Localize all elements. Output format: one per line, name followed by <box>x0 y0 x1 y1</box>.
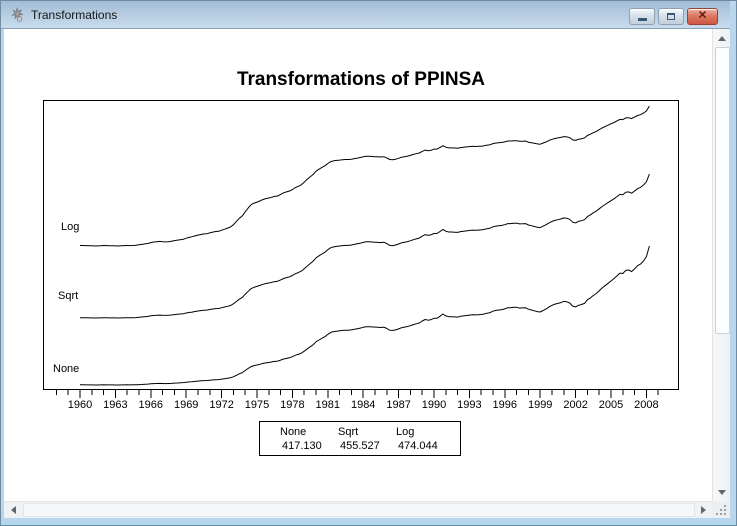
legend-value-sqrt: 455.527 <box>340 440 380 452</box>
x-tick-label: 1990 <box>421 399 447 411</box>
chart-area <box>4 29 712 501</box>
chart-title: Transformations of PPINSA <box>236 69 486 90</box>
window-title: Transformations <box>31 7 118 22</box>
vertical-scrollbar[interactable] <box>712 29 730 501</box>
legend-header-none: None <box>280 426 307 438</box>
x-tick-label: 1981 <box>315 399 341 411</box>
horizontal-scrollbar-thumb[interactable] <box>23 503 695 517</box>
legend-col-sqrt <box>338 425 396 455</box>
window-controls <box>629 8 718 25</box>
horizontal-scrollbar[interactable] <box>4 501 712 518</box>
arrow-right-icon <box>701 506 706 514</box>
legend-col-log <box>396 425 454 455</box>
app-icon <box>9 7 25 23</box>
arrow-left-icon <box>11 506 16 514</box>
titlebar[interactable] <box>1 1 736 29</box>
legend-header-log: Log <box>396 426 415 438</box>
series-label-log: Log <box>61 221 80 233</box>
x-tick-label: 1969 <box>173 399 199 411</box>
resize-grip-icon <box>712 501 730 518</box>
legend-col-none <box>280 425 338 455</box>
chart-canvas <box>43 100 703 435</box>
series-line-sqrt <box>80 174 649 318</box>
x-tick-label: 1960 <box>67 399 93 411</box>
x-tick-label: 2002 <box>563 399 588 411</box>
x-tick-label: 1993 <box>457 399 482 411</box>
x-tick-label: 1987 <box>386 399 411 411</box>
close-icon: ✕ <box>697 9 708 22</box>
series-line-log <box>80 106 649 246</box>
series-label-sqrt: Sqrt <box>58 290 79 302</box>
close-button[interactable] <box>687 8 718 25</box>
x-tick-label: 1975 <box>244 399 270 411</box>
x-tick-label: 1984 <box>350 399 376 411</box>
window-frame-bottom <box>1 518 737 526</box>
legend-value-log: 474.044 <box>398 440 438 452</box>
x-tick-label: 2005 <box>598 399 624 411</box>
arrow-up-icon <box>718 36 726 41</box>
minimize-icon <box>638 18 647 21</box>
scroll-up-button[interactable] <box>713 29 731 47</box>
scroll-left-button[interactable] <box>4 502 22 518</box>
x-tick-label: 1996 <box>492 399 518 411</box>
x-tick-label: 1966 <box>138 399 164 411</box>
x-tick-label: 2008 <box>634 399 659 411</box>
minimize-button[interactable] <box>629 8 655 25</box>
x-tick-label: 1978 <box>280 399 305 411</box>
arrow-down-icon <box>718 490 726 495</box>
x-tick-label: 1963 <box>103 399 128 411</box>
scroll-down-button[interactable] <box>713 483 731 501</box>
scroll-right-button[interactable] <box>694 502 712 518</box>
maximize-icon <box>667 13 675 20</box>
x-tick-label: 1999 <box>527 399 553 411</box>
maximize-button[interactable] <box>658 8 684 25</box>
x-tick-label: 1972 <box>209 399 234 411</box>
vertical-scrollbar-thumb[interactable] <box>715 47 730 334</box>
resize-grip[interactable] <box>712 501 730 518</box>
legend-header-sqrt: Sqrt <box>338 426 359 438</box>
legend-box <box>259 421 461 456</box>
window-frame-right <box>730 1 737 526</box>
legend-value-none: 417.130 <box>282 440 322 452</box>
series-label-none: None <box>53 363 80 375</box>
